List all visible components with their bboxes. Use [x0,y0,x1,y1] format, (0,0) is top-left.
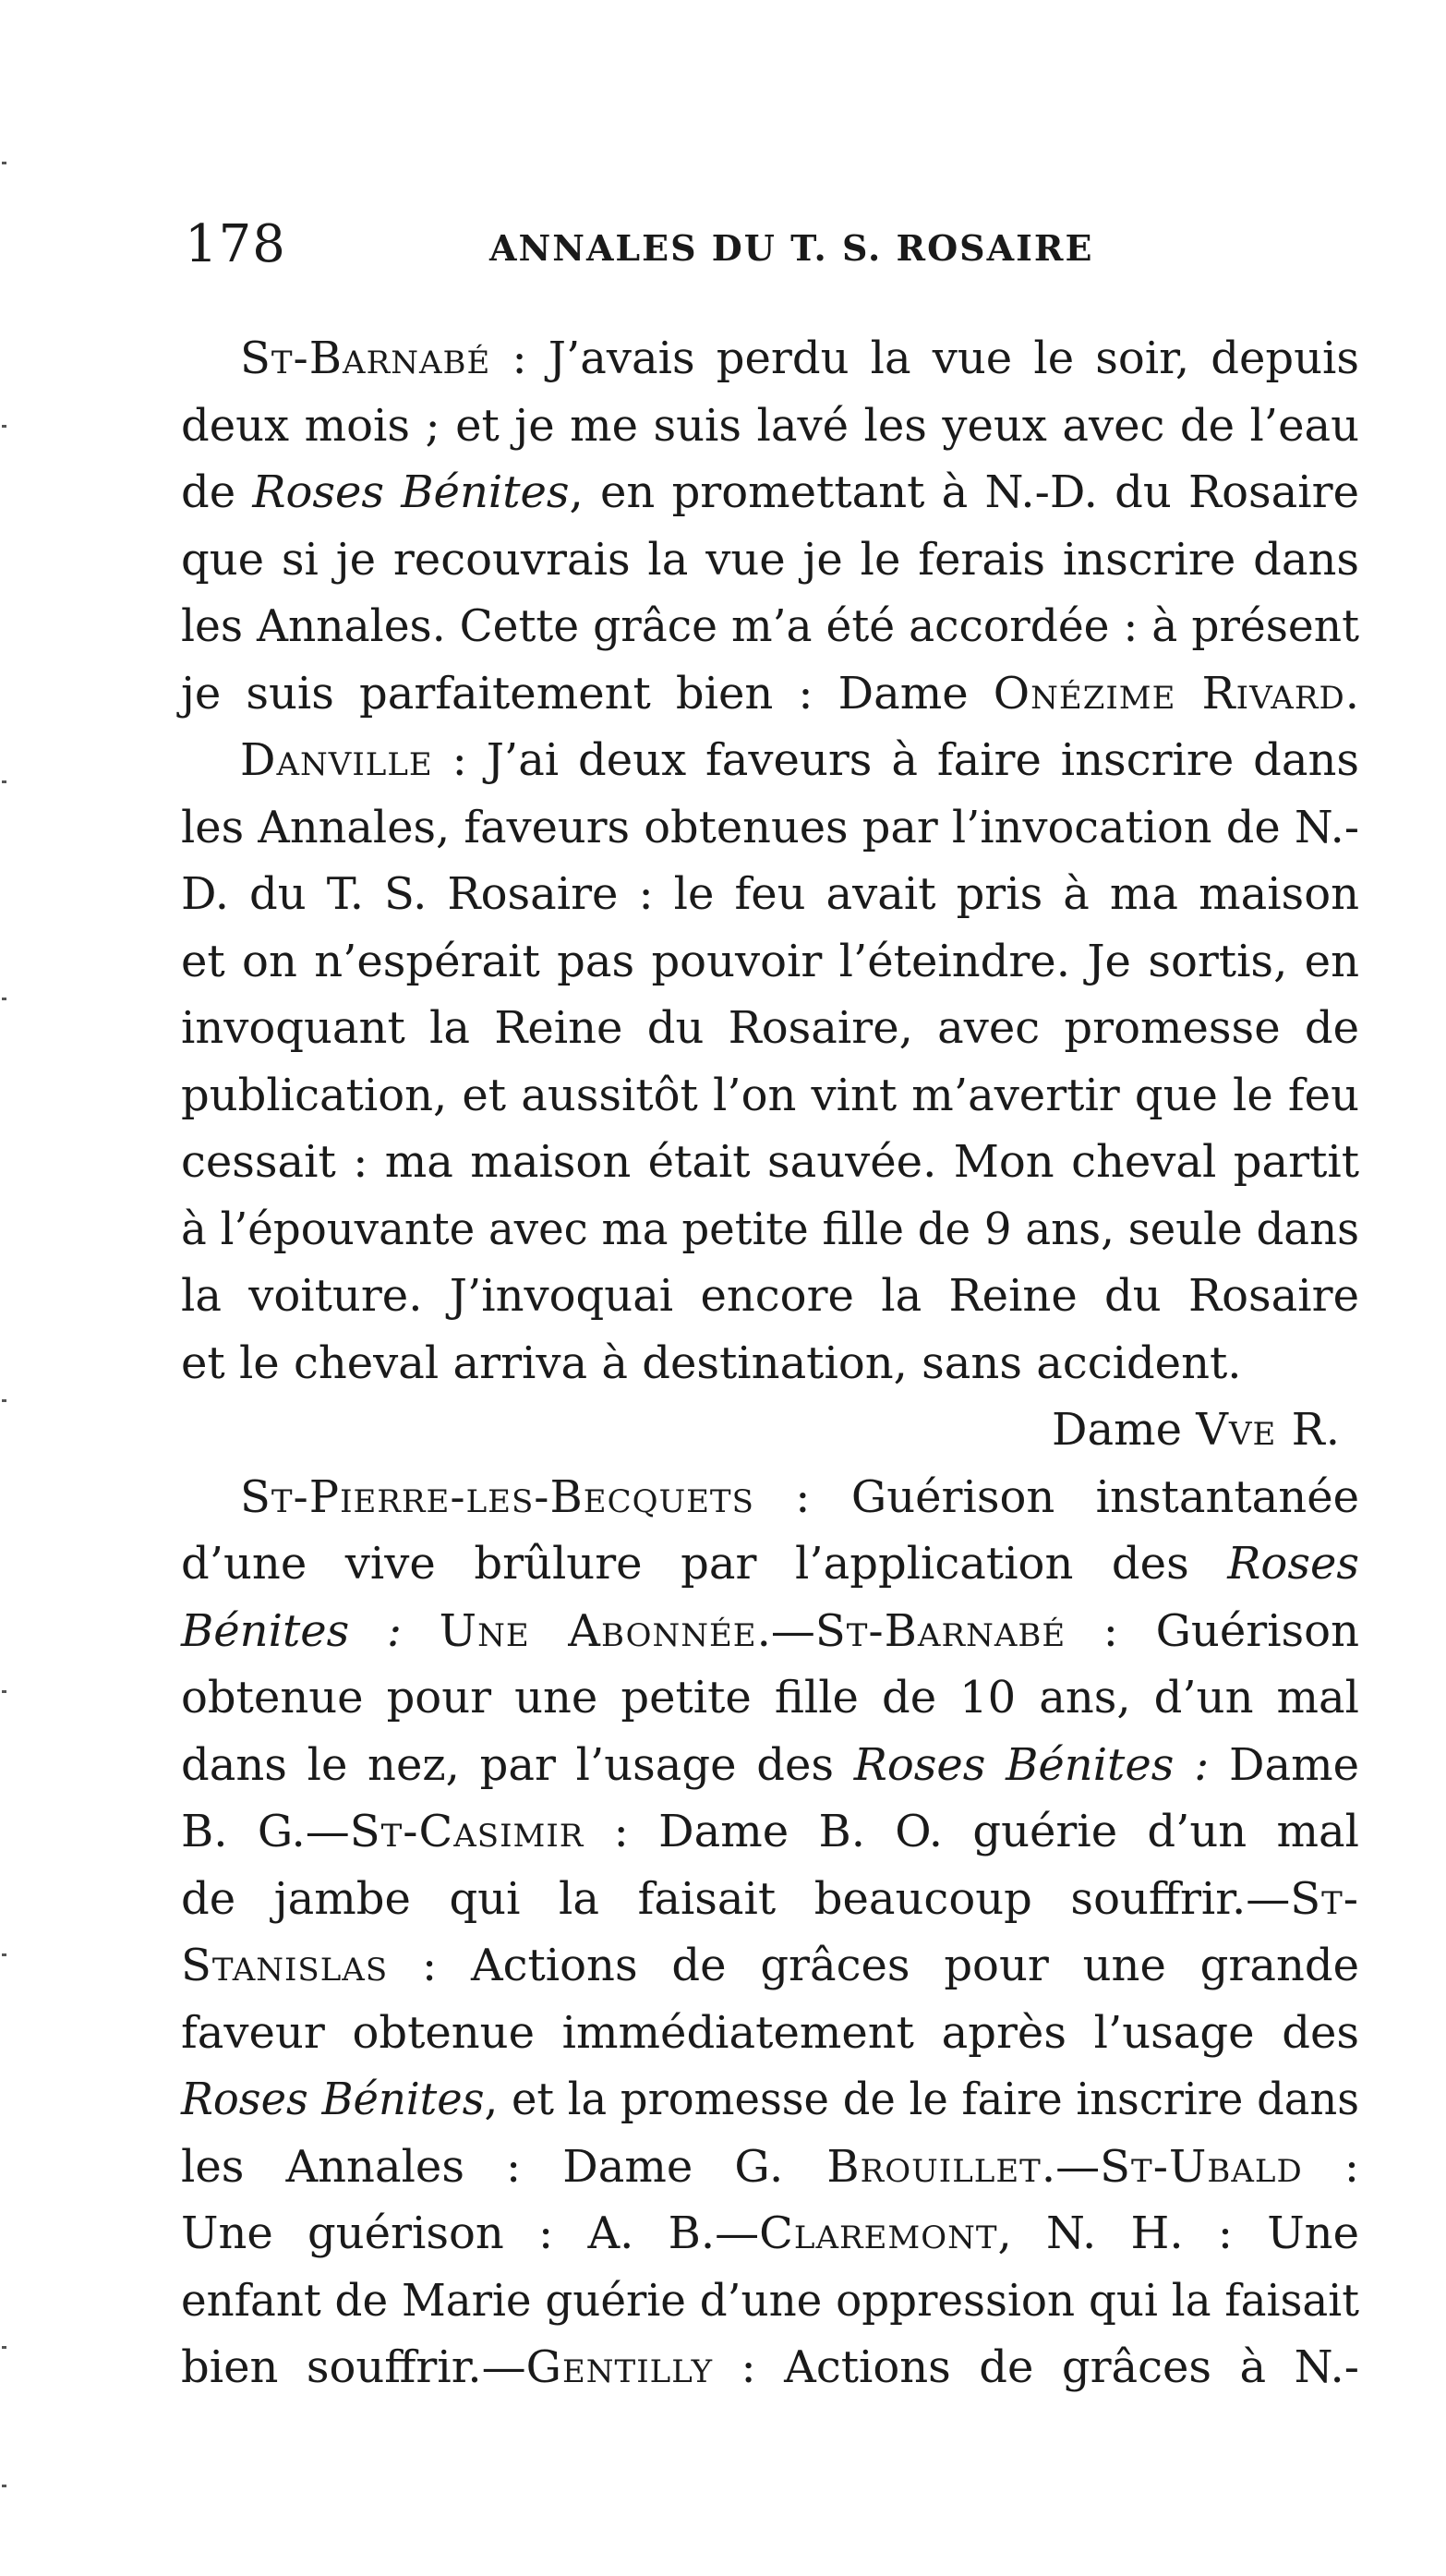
text-line [181,393,1359,460]
line-text: , et la promesse de le faire inscrire dans [484,2074,1359,2125]
place-name: St-Pierre-les-Becquets [240,1470,754,1523]
text-line [181,727,1359,794]
line-text: , en promettant à N.-D. du Rosaire [569,466,1359,518]
scan-margin-marks [0,0,18,2576]
line-text: obtenue pour une petite fille de 10 ans, d’un mal [181,1672,1359,1723]
margin-tick [2,1953,6,1956]
place-name: St- [1290,1872,1359,1925]
text-line [181,1732,1359,1799]
person-name: Vve R. [1196,1404,1341,1456]
text-line [181,2200,1359,2268]
line-text: : J’avais perdu la vue le soir, depuis [490,333,1359,384]
line-text: à l’épouvante avec ma petite fille de 9 ans, seule dans [181,1203,1359,1255]
line-text: cessait : ma maison était sauvée. Mon cheval partit [181,1136,1359,1188]
line-text: publication, et aussitôt l’on vint m’avertir que le feu [181,1069,1359,1121]
line-text: , N. H. : Une [997,2207,1359,2259]
text-line [181,1932,1359,2000]
italic-text: Roses Bénites [252,466,570,518]
place-name: St-Ubald [1100,2140,1303,2193]
line-text: .— [756,1604,815,1657]
text-line [181,660,1359,728]
text-line [181,861,1359,928]
body-text [181,325,1359,2401]
line-text: et le cheval arriva à destination, sans accident. [181,1336,1242,1389]
line-text [402,1605,440,1657]
text-line [181,1530,1359,1598]
line-text: je suis parfaitement bien : Dame [181,667,994,720]
text-line [181,2334,1359,2401]
page-number: 178 [185,214,286,274]
line-text: bien souffrir.— [181,2341,526,2393]
text-line [181,1062,1359,1130]
person-name: Une Abonnée [439,1604,757,1657]
text-line [181,1798,1359,1866]
signature-line [181,1397,1359,1464]
line-text: : Actions de grâces à N.- [713,2341,1359,2393]
place-name: Claremont [759,2207,998,2259]
place-name: Danville [240,734,433,786]
text-line [181,995,1359,1062]
margin-tick [2,998,6,1000]
text-line [181,2066,1359,2134]
person-name: G. Brouillet [734,2140,1042,2193]
line-text: : Guérison instantanée [753,1470,1359,1523]
margin-tick [2,162,6,164]
text-line [181,459,1359,526]
text-line [181,1196,1359,1264]
line-text: . [1344,667,1359,720]
line-text: la voiture. J’invoquai encore la Reine du Rosaire [181,1270,1359,1322]
text-line [181,593,1359,660]
line-text: les Annales, faveurs obtenues par l’invocation de N.- [181,801,1359,853]
text-line [181,325,1359,393]
page-header [185,214,1357,288]
text-line [181,1464,1359,1531]
margin-tick [2,780,6,783]
line-text: Dame [1052,1404,1197,1456]
text-line [181,928,1359,996]
line-text: de [181,466,253,518]
text-line [181,2000,1359,2067]
text-line [181,2268,1359,2335]
text-line [181,1664,1359,1732]
line-text: les Annales : Dame [181,2140,735,2193]
line-text: : Actions de grâces pour une grande [388,1940,1359,1991]
line-text: invoquant la Reine du Rosaire, avec promesse de [181,1002,1359,1054]
text-line [181,1866,1359,1933]
italic-text: Roses [1227,1538,1359,1590]
text-line [181,526,1359,594]
line-text: que si je recouvrais la vue je le ferais inscrire dans [181,533,1359,586]
margin-tick [2,425,6,428]
margin-tick [2,1399,6,1402]
line-text: Une guérison : A. B.— [181,2207,760,2259]
place-name: St-Casimir [349,1806,584,1857]
person-name: Onézime Rivard [993,667,1345,720]
line-text: deux mois ; et je me suis lavé les yeux avec de l’eau [181,399,1359,452]
line-text: .— [1041,2140,1101,2193]
text-line [181,1330,1359,1397]
place-name: Stanislas [181,1940,389,1991]
line-text: : J’ai deux faveurs à faire inscrire dans [432,734,1359,786]
line-text: et on n’espérait pas pouvoir l’éteindre. Je sortis, en [181,935,1359,987]
text-line [181,794,1359,862]
line-text: B. G.— [181,1806,350,1857]
line-text: : Guérison [1066,1604,1359,1657]
italic-text: Roses Bénites [181,2074,485,2125]
text-line [181,1129,1359,1196]
line-text: faveur obtenue immédiatement après l’usage des [181,2006,1359,2059]
line-text: d’une vive brûlure par l’application des [181,1538,1228,1590]
line-text: : Dame B. O. guérie d’un mal [584,1806,1359,1857]
place-name: St-Barnabé [814,1604,1066,1657]
italic-text: Bénites : [181,1604,403,1657]
text-line [181,2134,1359,2201]
line-text: enfant de Marie guérie d’une oppression qui la faisait [181,2274,1359,2327]
place-name: St-Barnabé [240,333,491,384]
line-text: : [1302,2140,1359,2193]
place-name: Gentilly [525,2341,714,2393]
line-text: D. du T. S. Rosaire : le feu avait pris à ma maison [181,868,1359,920]
running-head: ANNALES DU T. S. ROSAIRE [489,227,1094,269]
line-text: dans le nez, par l’usage des [181,1738,854,1791]
line-text: de jambe qui la faisait beaucoup souffrir.— [181,1872,1291,1925]
line-text: Dame [1209,1738,1359,1791]
text-line [181,1598,1359,1665]
margin-tick [2,1690,6,1693]
text-line [181,1263,1359,1330]
margin-tick [2,2346,6,2349]
italic-text: Roses Bénites : [853,1738,1210,1791]
line-text: les Annales. Cette grâce m’a été accordée : à présent [181,600,1359,652]
margin-tick [2,2485,6,2487]
